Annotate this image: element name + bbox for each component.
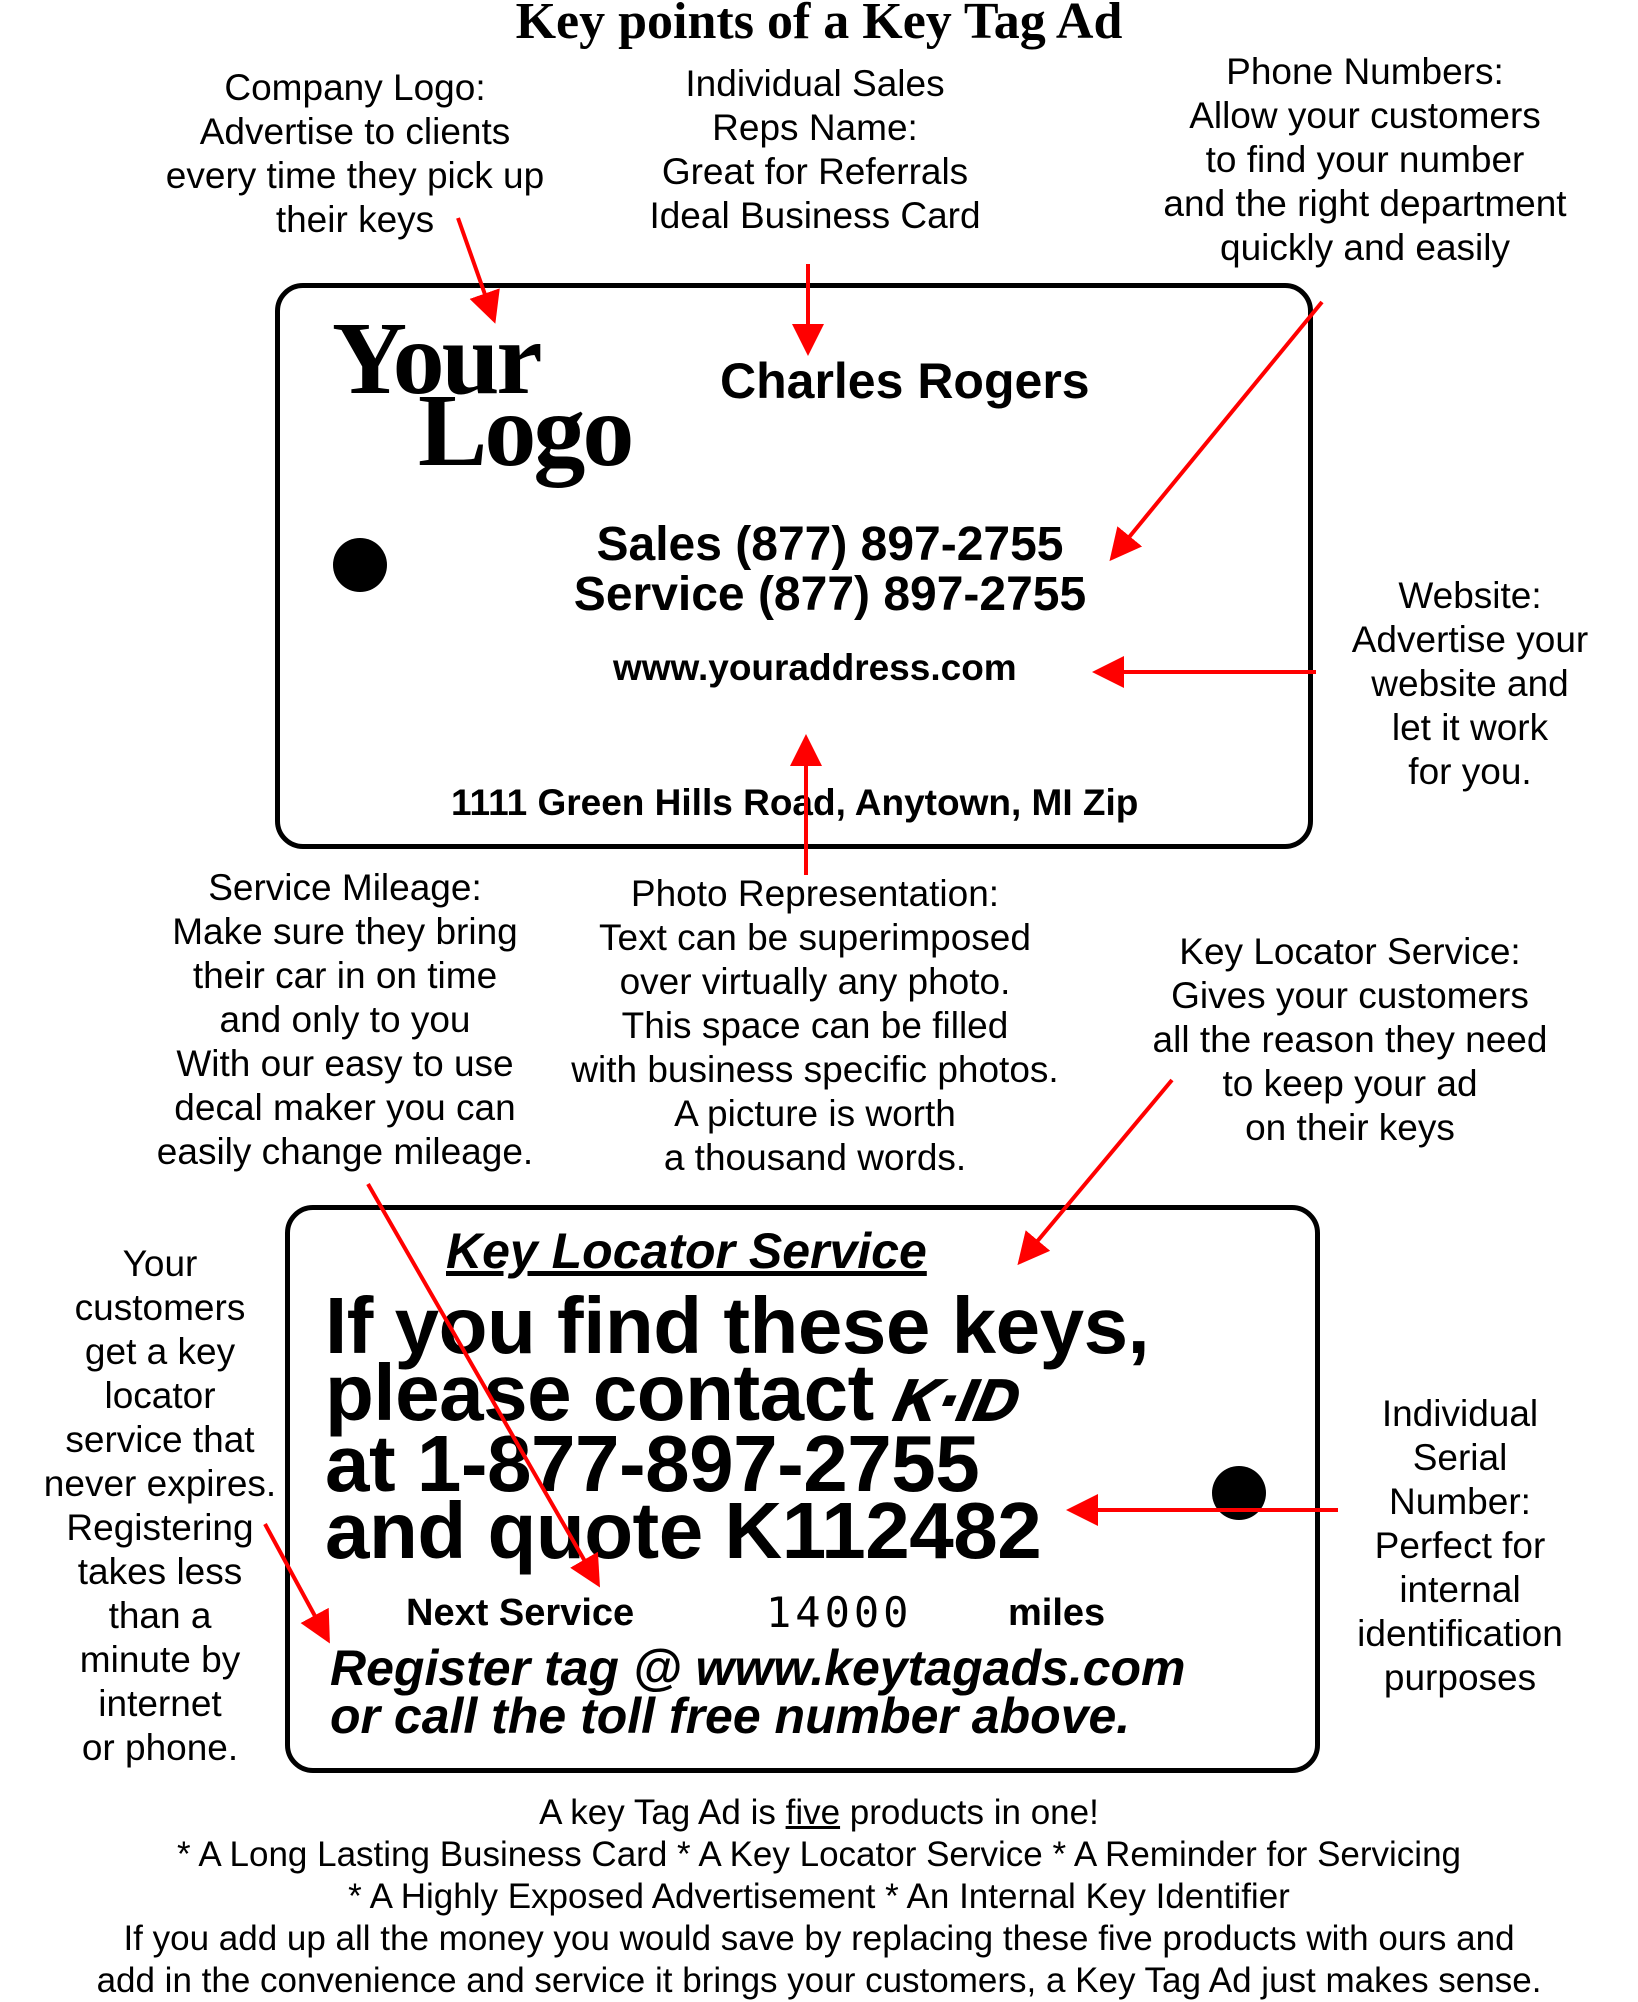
note-line: service that <box>65 1419 255 1460</box>
note-line: Perfect for <box>1374 1525 1546 1566</box>
note-line: customers <box>74 1287 246 1328</box>
note-line: Reps Name: <box>712 107 918 148</box>
summary-line-1-pre: A key Tag Ad is <box>539 1793 786 1832</box>
key-ring-hole <box>333 538 387 592</box>
note-serial <box>1320 1392 1600 1700</box>
summary-line-3: * A Highly Exposed Advertisement * An Internal Key Identifier <box>348 1877 1290 1916</box>
sales-phone: Sales (877) 897-2755 <box>596 518 1064 571</box>
summary-line-1-post: products in one! <box>840 1793 1099 1832</box>
note-line: Ideal Business Card <box>649 195 981 236</box>
note-line: identification <box>1357 1613 1563 1654</box>
note-line: Allow your customers <box>1189 95 1541 136</box>
logo-line-2: Logo <box>418 373 632 488</box>
note-line: every time they pick up <box>165 155 545 196</box>
note-line: never expires. <box>43 1463 277 1504</box>
note-line: Individual <box>1381 1393 1539 1434</box>
note-line: Photo Representation: <box>630 873 1000 914</box>
next-service-mileage: 14000 <box>766 1588 913 1637</box>
note-line: get a key <box>84 1331 236 1372</box>
note-line: internet <box>98 1683 222 1724</box>
note-line: their keys <box>275 199 435 240</box>
note-line: over virtually any photo. <box>619 961 1011 1002</box>
note-phone-numbers <box>1125 50 1605 270</box>
summary-line-4: If you add up all the money you would save by replacing these five products with ours and <box>123 1919 1515 1958</box>
note-line: Service Mileage: <box>208 867 482 908</box>
note-line: their car in on time <box>192 955 498 996</box>
summary-five: five <box>785 1793 841 1832</box>
note-line: and only to you <box>219 999 471 1040</box>
logo-line-1: Your <box>332 301 540 416</box>
note-line: Text can be superimposed <box>599 917 1031 958</box>
note-photo <box>540 872 1090 1180</box>
locator-line-1: If you find these keys, <box>325 1281 1150 1370</box>
note-line: A picture is worth <box>674 1093 956 1134</box>
note-line: quickly and easily <box>1220 227 1510 268</box>
summary-line-5: add in the convenience and service it brings your customers, a Key Tag Ad just makes sense. <box>96 1961 1542 2000</box>
note-line: Individual Sales <box>685 63 945 104</box>
note-line: let it work <box>1391 707 1549 748</box>
note-line: This space can be filled <box>621 1005 1009 1046</box>
card-address: 1111 Green Hills Road, Anytown, MI Zip <box>451 782 1139 823</box>
note-registration <box>10 1242 310 1770</box>
note-line: Key Locator Service: <box>1179 931 1521 972</box>
rep-name: Charles Rogers <box>720 353 1090 409</box>
locator-line-2-text: please contact <box>325 1348 874 1437</box>
note-service-mileage <box>120 866 570 1174</box>
note-line: Great for Referrals <box>661 151 969 192</box>
note-line: Number: <box>1389 1481 1531 1522</box>
key-ring-hole <box>1212 1466 1266 1520</box>
note-key-locator <box>1110 930 1590 1150</box>
note-website <box>1310 574 1630 794</box>
note-sales-rep <box>615 62 1015 238</box>
note-line: internal <box>1399 1569 1521 1610</box>
note-line: decal maker you can <box>174 1087 516 1128</box>
note-line: Your <box>122 1243 198 1284</box>
miles-label: miles <box>1008 1592 1106 1634</box>
note-line: Registering <box>66 1507 254 1548</box>
summary-line-1 <box>0 1792 1638 1834</box>
locator-message <box>325 1281 1150 1575</box>
service-phone: Service (877) 897-2755 <box>573 568 1087 621</box>
note-line: Serial <box>1412 1437 1508 1478</box>
note-line: for you. <box>1408 751 1532 792</box>
note-line: Make sure they bring <box>172 911 518 952</box>
note-line: a thousand words. <box>663 1137 967 1178</box>
note-line: all the reason they need <box>1152 1019 1548 1060</box>
note-line: website and <box>1371 663 1569 704</box>
locator-line-3: at 1-877-897-2755 <box>325 1419 980 1508</box>
note-line: Advertise to clients <box>199 111 511 152</box>
next-service-label: Next Service <box>406 1592 635 1634</box>
note-line: minute by <box>79 1639 241 1680</box>
note-line: than a <box>108 1595 212 1636</box>
locator-line-4: and quote K112482 <box>325 1486 1042 1575</box>
note-line: to find your number <box>1205 139 1525 180</box>
note-company-logo <box>115 66 595 242</box>
note-line: Gives your customers <box>1171 975 1529 1016</box>
note-line: or phone. <box>81 1727 239 1768</box>
register-line-2: or call the toll free number above. <box>330 1688 1131 1744</box>
note-line: Company Logo: <box>224 67 486 108</box>
note-line: with business specific photos. <box>571 1049 1059 1090</box>
note-line: and the right department <box>1163 183 1567 224</box>
key-locator-heading: Key Locator Service <box>446 1223 927 1279</box>
note-line: Advertise your <box>1351 619 1589 660</box>
register-line-1: Register tag @ www.keytagads.com <box>330 1640 1186 1696</box>
register-text <box>330 1640 1186 1744</box>
note-line: purposes <box>1383 1657 1537 1698</box>
note-line: With our easy to use <box>176 1043 514 1084</box>
note-line: Website: <box>1398 575 1542 616</box>
note-line: takes less <box>77 1551 243 1592</box>
card-phones <box>500 520 1160 620</box>
note-line: locator <box>104 1375 216 1416</box>
summary-line-2: * A Long Lasting Business Card * A Key Locator Service * A Reminder for Servicing <box>176 1835 1462 1874</box>
note-line: on their keys <box>1245 1107 1455 1148</box>
bottom-summary <box>0 1792 1638 2002</box>
kid-brand-logo: K·ID <box>888 1368 1026 1433</box>
note-line: Phone Numbers: <box>1226 51 1504 92</box>
note-line: easily change mileage. <box>156 1131 534 1172</box>
page-title: Key points of a Key Tag Ad <box>515 0 1123 50</box>
note-line: to keep your ad <box>1222 1063 1478 1104</box>
card-website: www.youraddress.com <box>613 647 1017 688</box>
